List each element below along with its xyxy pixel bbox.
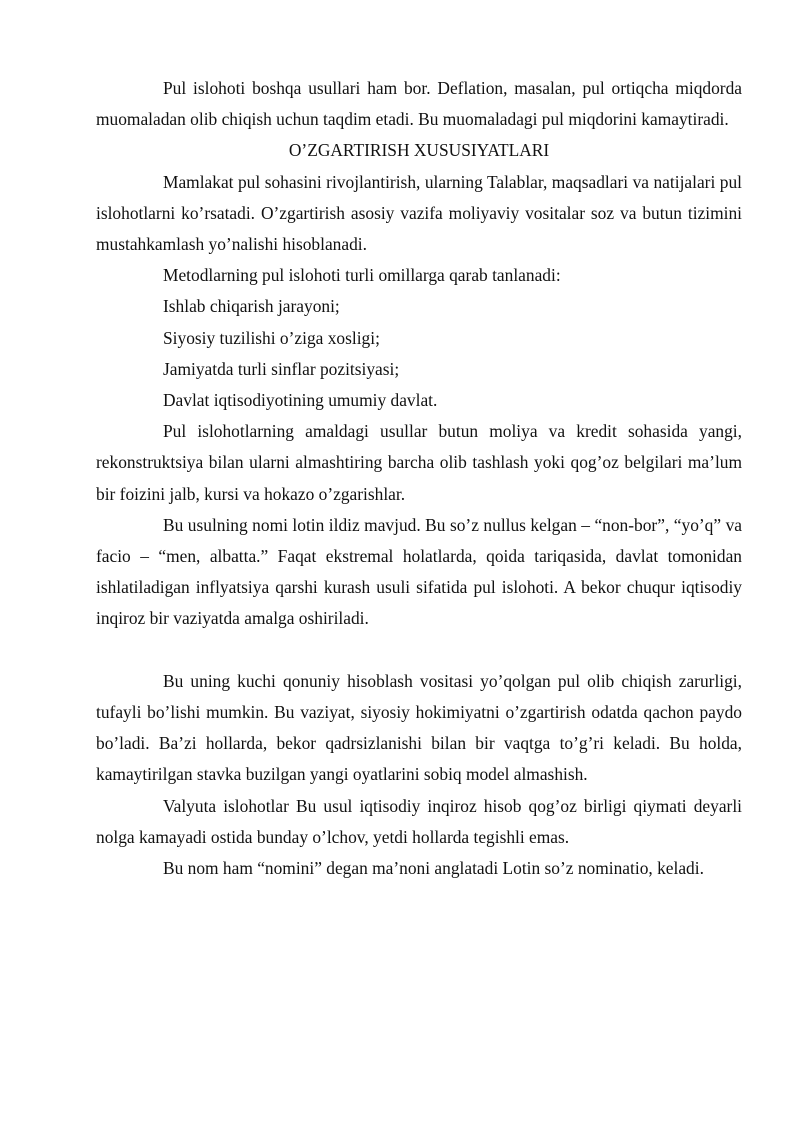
list-item: Davlat iqtisodiyotining umumiy davlat.: [163, 390, 438, 411]
list-item: Ishlab chiqarish jarayoni;: [163, 296, 340, 317]
section-heading: O’ZGARTIRISH XUSUSIYATLARI: [288, 140, 550, 161]
paragraph-reform-methods: Pul islohotlarning amaldagi usullar butun moliya va kredit sohasida yangi, rekonstruktsiya bilan ularni almashtiring barcha olib tashlash yoki qog’oz belgilari ma’lum bir foizini jalb, kursi va hokazo o’zgarishlar.: [96, 421, 742, 504]
list-item: Jamiyatda turli sinflar pozitsiyasi;: [163, 358, 400, 379]
list-intro: Metodlarning pul islohoti turli omillarga qarab tanlanadi:: [163, 265, 561, 286]
paragraph-deflation: Pul islohoti boshqa usullari ham bor. Deflation, masalan, pul ortiqcha miqdorda muomaladan olib chiqish uchun taqdim etadi. Bu muomaladagi pul miqdorini kamaytiradi.: [96, 78, 742, 130]
blank-line: [96, 635, 742, 666]
document-body: [96, 73, 742, 884]
paragraph-nomination: Bu nom ham “nomini” degan ma’noni anglatadi Lotin so’z nominatio, keladi.: [163, 858, 704, 879]
paragraph-currency-reform: Valyuta islohotlar Bu usul iqtisodiy inqiroz hisob qog’oz birligi qiymati deyarli nolga kamayadi ostida bunday o’lchov, yetdi hollarda tegishli emas.: [96, 795, 742, 847]
list-item: Siyosiy tuzilishi o’ziga xosligi;: [163, 327, 380, 348]
paragraph-country-reform: Mamlakat pul sohasini rivojlantirish, ularning Talablar, maqsadlari va natijalari pul islohotlarni ko’rsatadi. O’zgartirish asosiy vazifa moliyaviy vositalar soz va butun tizimini mustahkamlash yo’nalishi hisoblanadi.: [96, 171, 742, 255]
paragraph-legal-tender: Bu uning kuchi qonuniy hisoblash vositasi yo’qolgan pul olib chiqish zarurligi, tufayli bo’lishi mumkin. Bu vaziyat, siyosiy hokimiyatni o’zgartirish odatda qachon paydo bo’ladi. Ba’zi hollarda, bekor qadrsizlanishi bilan bir vaqtga to’g’ri keladi. Bu holda, kamaytirilgan stavka buzilgan yangi oyatlarini sobiq model almashish.: [96, 670, 742, 785]
paragraph-nullification: Bu usulning nomi lotin ildiz mavjud. Bu so’z nullus kelgan – “non-bor”, “yo’q” va facio – “men, albatta.” Faqat ekstremal holatlarda, qoida tariqasida, davlat tomonidan ishlatiladigan inflyatsiya qarshi kurash usuli sifatida pul islohoti. A bekor chuqur iqtisodiy inqiroz bir vaziyatda amalga oshiriladi.: [96, 514, 742, 629]
